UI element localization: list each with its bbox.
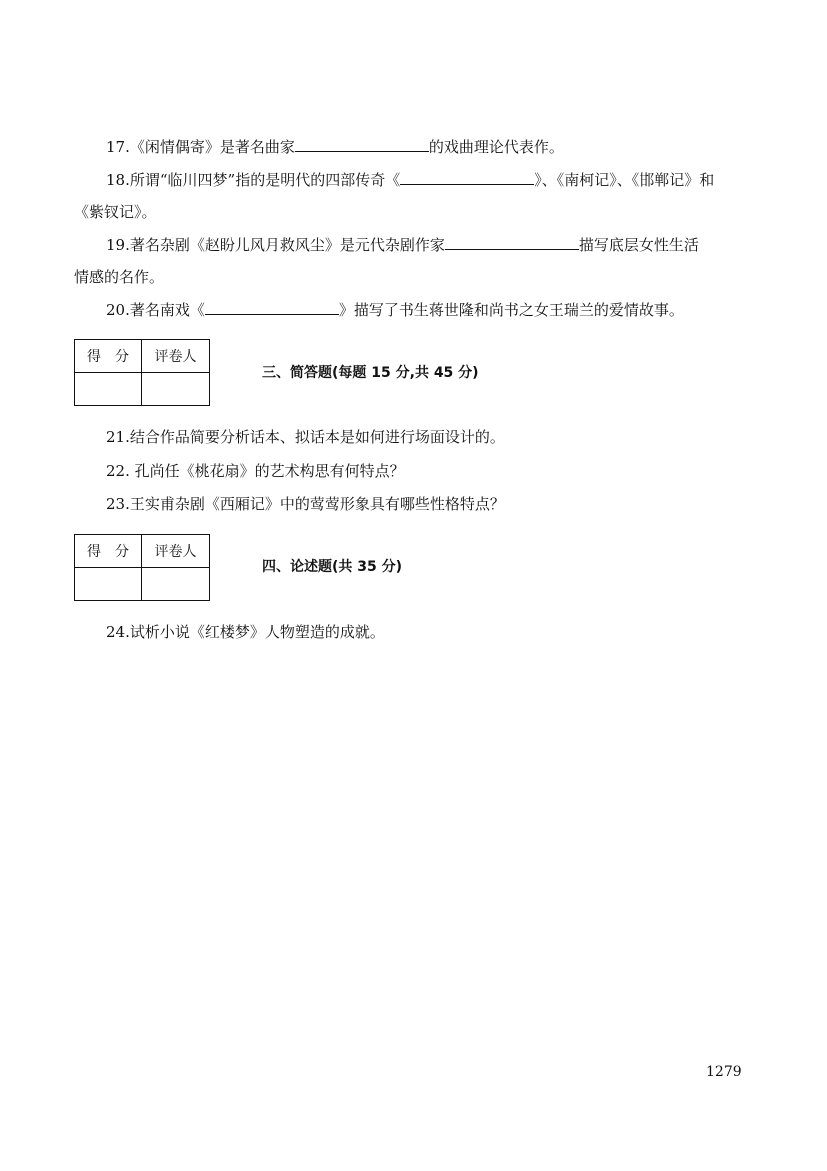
- question-17-after: 的戏曲理论代表作。: [428, 138, 564, 156]
- score-box-section-4: [74, 534, 210, 601]
- question-19-after: 描写底层女性生活: [578, 236, 699, 254]
- answer-blank-17[interactable]: [295, 137, 429, 152]
- score-field[interactable]: [75, 373, 142, 406]
- score-label: 得 分: [75, 340, 142, 373]
- question-17-before: 17.《闲情偶寄》是著名曲家: [106, 138, 295, 156]
- question-17: [106, 137, 564, 157]
- question-18-before: 18.所谓“临川四梦”指的是明代的四部传奇《: [106, 171, 401, 189]
- score-box-section-3: [74, 339, 210, 406]
- answer-blank-19[interactable]: [445, 235, 579, 250]
- section-3-title: 三、简答题(每题 15 分,共 45 分): [262, 365, 479, 381]
- question-18-after: 》、《南柯记》、《邯郸记》和: [534, 171, 715, 189]
- question-19: [106, 235, 699, 255]
- question-22: 22. 孔尚任《桃花扇》的艺术构思有何特点？: [106, 462, 405, 480]
- question-18: [106, 170, 714, 190]
- grader-field[interactable]: [142, 568, 210, 601]
- section-4-title: 四、论述题(共 35 分): [262, 559, 403, 575]
- question-18-line2: 《紫钗记》。: [74, 203, 157, 221]
- question-20: [106, 300, 684, 320]
- question-21: 21.结合作品简要分析话本、拟话本是如何进行场面设计的。: [106, 428, 505, 446]
- question-19-before: 19.著名杂剧《赵盼儿风月救风尘》是元代杂剧作家: [106, 236, 445, 254]
- score-field[interactable]: [75, 568, 142, 601]
- score-label: 得 分: [75, 535, 142, 568]
- grader-field[interactable]: [142, 373, 210, 406]
- page-number: 1279: [706, 1064, 742, 1080]
- grader-label: 评卷人: [142, 340, 210, 373]
- question-24: 24.试析小说《红楼梦》人物塑造的成就。: [106, 623, 385, 641]
- question-23: 23.王实甫杂剧《西厢记》中的莺莺形象具有哪些性格特点？: [106, 495, 505, 513]
- question-19-line2: 情感的名作。: [74, 268, 165, 286]
- grader-label: 评卷人: [142, 535, 210, 568]
- answer-blank-18[interactable]: [400, 170, 534, 185]
- question-20-after: 》描写了书生蒋世隆和尚书之女王瑞兰的爱情故事。: [338, 301, 684, 319]
- question-20-before: 20.著名南戏《: [106, 301, 205, 319]
- answer-blank-20[interactable]: [205, 300, 339, 315]
